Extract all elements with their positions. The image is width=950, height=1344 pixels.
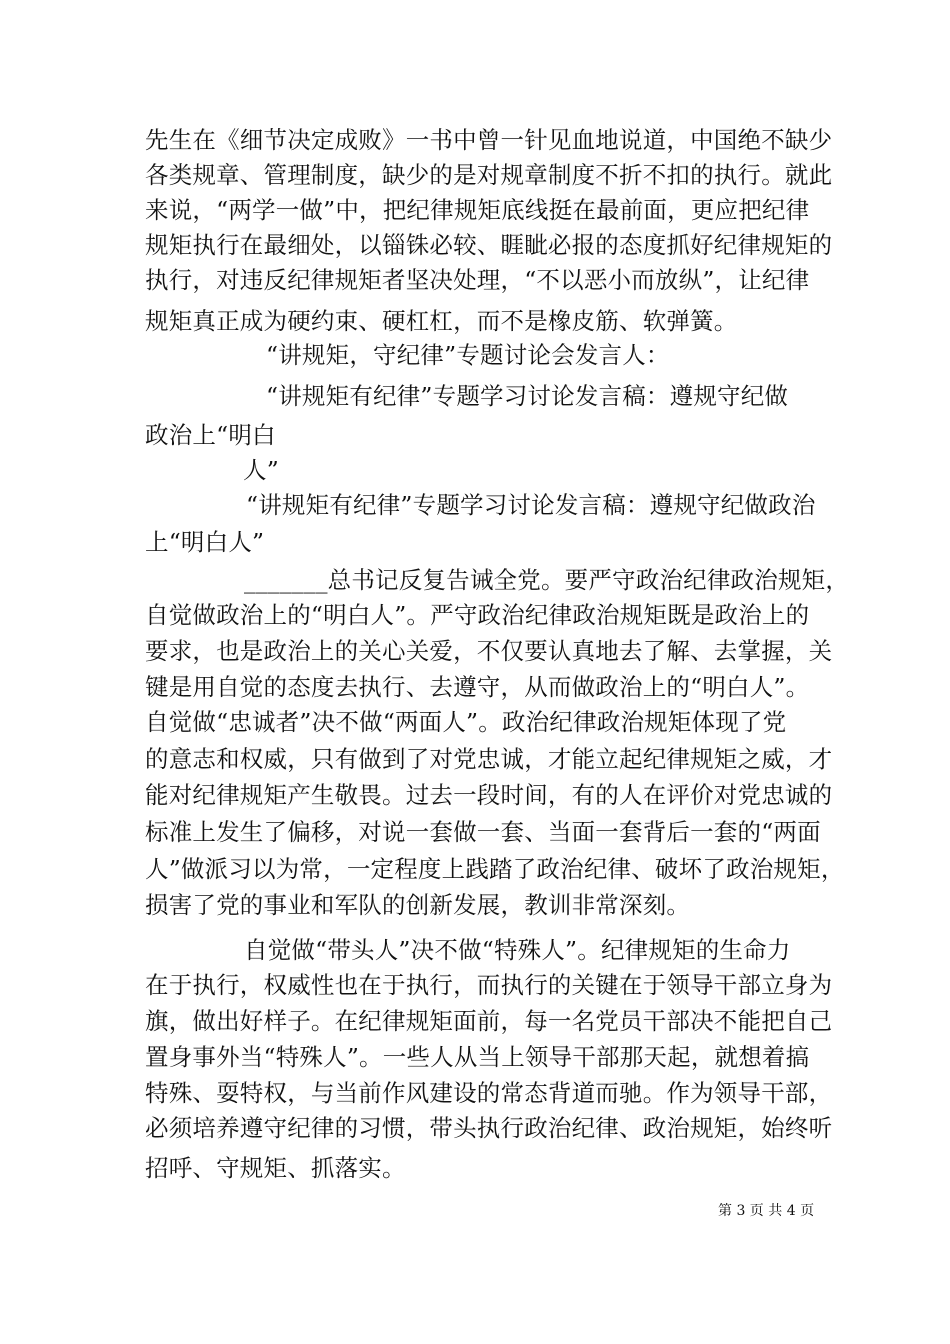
body-text-line: 必须培养遵守纪律的习惯，带头执行政治纪律、政治规矩，始终听 bbox=[145, 1114, 833, 1142]
body-text-line: 标准上发生了偏移，对说一套做一套、当面一套背后一套的“两面 bbox=[145, 818, 821, 846]
body-text-line: 自觉做政治上的“明白人”。严守政治纪律政治规矩既是政治上的 bbox=[145, 601, 810, 629]
body-text-line: 要求，也是政治上的关心关爱，不仅要认真地去了解、去掌握，关 bbox=[145, 637, 833, 665]
page-number-footer: 第 3 页 共 4 页 bbox=[718, 1203, 815, 1219]
body-text-line: 特殊、耍特权，与当前作风建设的常态背道而驰。作为领导干部， bbox=[145, 1079, 833, 1107]
body-text-line: 损害了党的事业和军队的创新发展，教训非常深刻。 bbox=[145, 891, 691, 919]
body-text-line: 执行，对违反纪律规矩者坚决处理，“不以恶小而放纵”，让纪律 bbox=[145, 266, 810, 294]
body-text-line: 自觉做“忠诚者”决不做“两面人”。政治纪律政治规矩体现了党 bbox=[145, 708, 787, 736]
section-heading: 政治上“明白 bbox=[145, 421, 276, 449]
section-heading: “讲规矩，守纪律”专题讨论会发言人： bbox=[266, 341, 670, 369]
body-text-line: 先生在《细节决定成败》一书中曾一针见血地说道，中国绝不缺少 bbox=[145, 126, 833, 154]
body-text-line: 置身事外当“特殊人”。一些人从当上领导干部那天起，就想着搞 bbox=[145, 1043, 810, 1071]
body-text-line: _______总书记反复告诫全党。要严守政治纪律政治规矩， bbox=[244, 566, 850, 594]
body-text-line: 键是用自觉的态度去执行、去遵守，从而做政治上的“明白人”。 bbox=[145, 673, 810, 701]
body-text-line: 旗，做出好样子。在纪律规矩面前，每一名党员干部决不能把自己 bbox=[145, 1007, 833, 1035]
section-heading: 人” bbox=[243, 456, 279, 484]
body-text-line: 来说，“两学一做”中，把纪律规矩底线挺在最前面，更应把纪律 bbox=[145, 196, 810, 224]
body-text-line: 规矩真正成为硬约束、硬杠杠，而不是橡皮筋、软弹簧。 bbox=[145, 307, 738, 335]
body-text-line: 招呼、守规矩、抓落实。 bbox=[145, 1154, 406, 1182]
article-title: “讲规矩有纪律”专题学习讨论发言稿：遵规守纪做政治 bbox=[246, 491, 816, 519]
article-title: 上“明白人” bbox=[145, 528, 265, 556]
body-text-line: 各类规章、管理制度，缺少的是对规章制度不折不扣的执行。就此 bbox=[145, 161, 833, 189]
body-text-line: 自觉做“带头人”决不做“特殊人”。纪律规矩的生命力 bbox=[244, 936, 791, 964]
body-text-line: 的意志和权威，只有做到了对党忠诚，才能立起纪律规矩之威，才 bbox=[145, 745, 833, 773]
body-text-line: 在于执行，权威性也在于执行，而执行的关键在于领导干部立身为 bbox=[145, 971, 833, 999]
body-text-line: 人”做派习以为常，一定程度上践踏了政治纪律、破坏了政治规矩， bbox=[145, 855, 845, 883]
body-text-line: 规矩执行在最细处，以锱铢必较、睚眦必报的态度抓好纪律规矩的 bbox=[145, 231, 833, 259]
body-text-line: 能对纪律规矩产生敬畏。过去一段时间，有的人在评价对党忠诚的 bbox=[145, 781, 833, 809]
section-heading: “讲规矩有纪律”专题学习讨论发言稿：遵规守纪做 bbox=[266, 382, 789, 410]
